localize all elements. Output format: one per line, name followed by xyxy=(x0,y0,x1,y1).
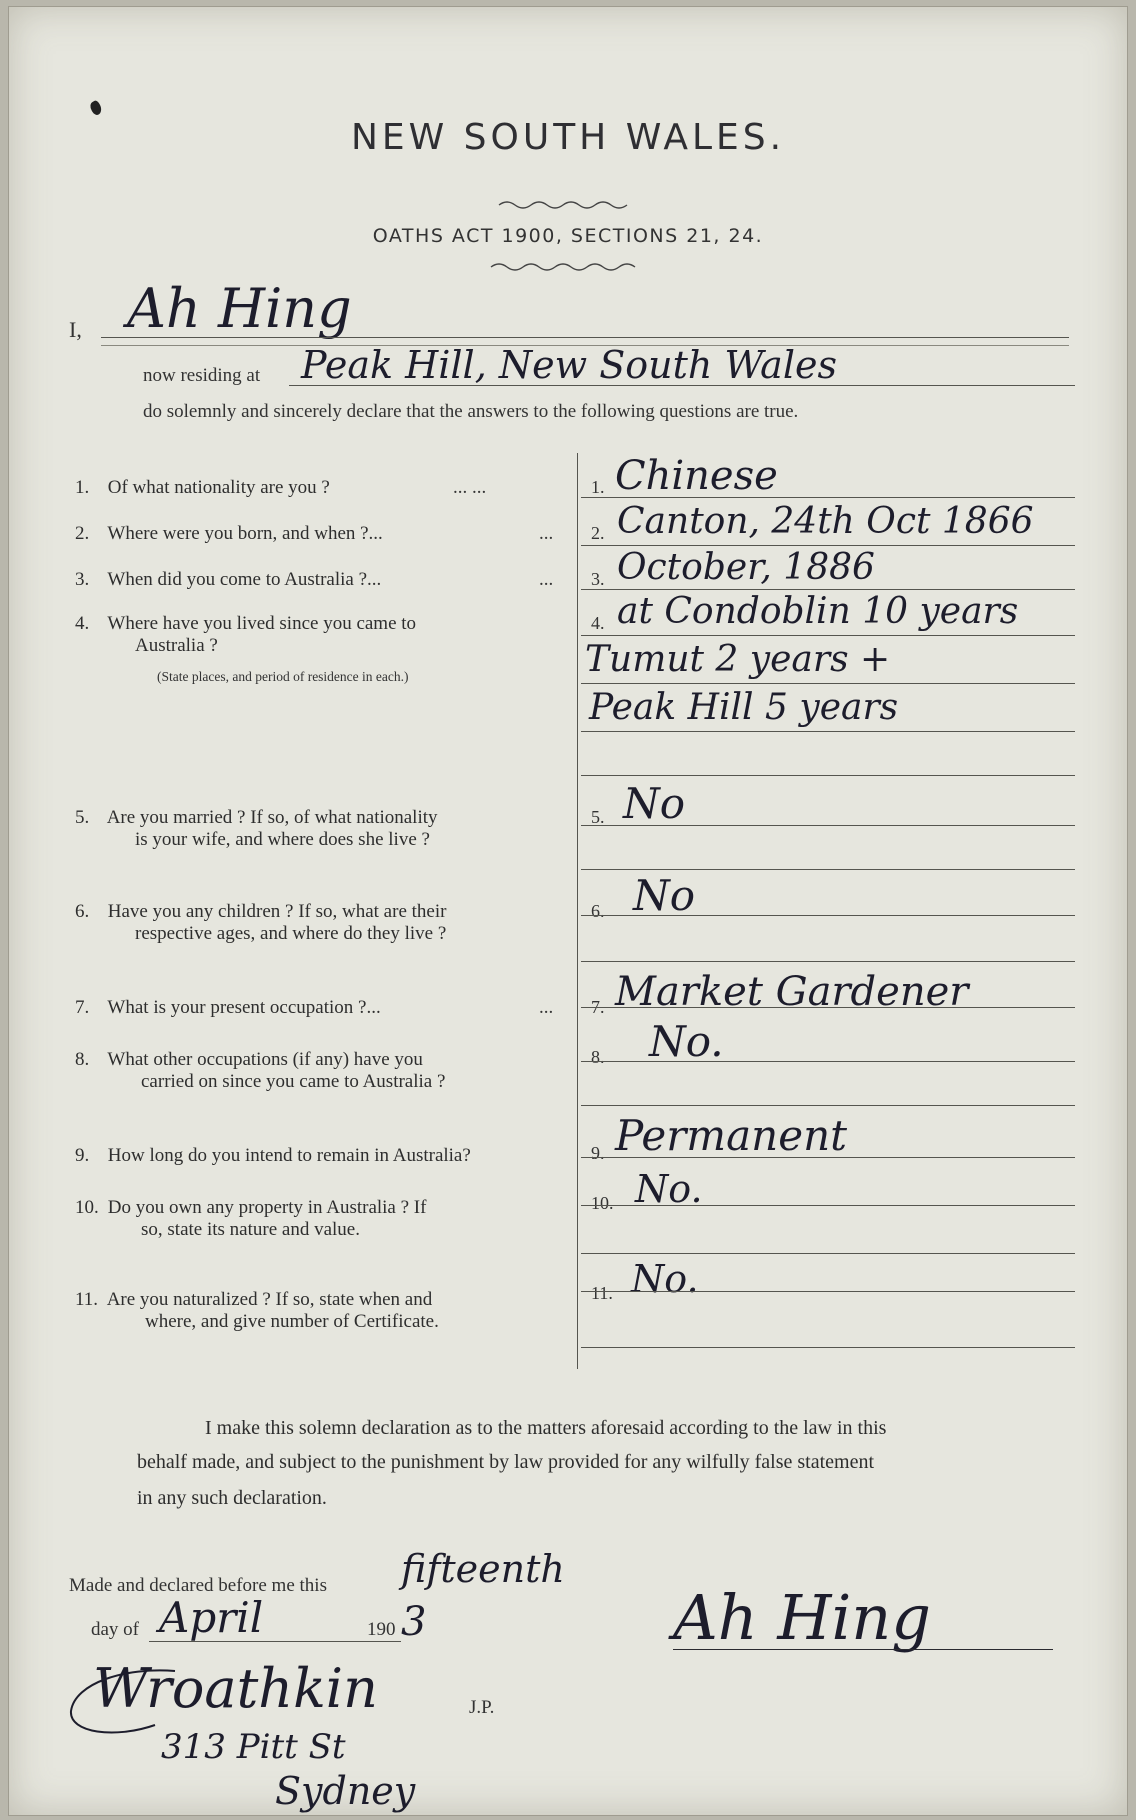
month-value: April xyxy=(159,1593,264,1642)
question-6: 6. Have you any children ? If so, what are their xyxy=(75,901,447,922)
declaration-form xyxy=(8,6,1128,1816)
closing-line-2: behalf made, and subject to the punishment by law provided for any wilfully false statement xyxy=(137,1451,875,1473)
day-of-label: day of xyxy=(91,1619,140,1640)
answer-2-num: 2. xyxy=(591,523,605,543)
residence-rule xyxy=(289,385,1075,386)
answer-5: No xyxy=(623,779,686,828)
answer-10-num: 10. xyxy=(591,1193,614,1213)
answer-3: October, 1886 xyxy=(617,547,875,588)
answer-11-rule-1 xyxy=(581,1291,1075,1292)
question-7-dots: ... xyxy=(539,997,554,1018)
question-4-note: (State places, and period of residence in each.) xyxy=(157,669,409,684)
answer-4-rule-3 xyxy=(581,731,1075,732)
answer-8-num: 8. xyxy=(591,1047,605,1067)
answer-3-num: 3. xyxy=(591,569,605,589)
declarant-name: Ah Hing xyxy=(127,277,352,340)
ornament-bottom xyxy=(489,259,649,273)
residence-value: Peak Hill, New South Wales xyxy=(301,343,837,387)
answer-11: No. xyxy=(631,1257,699,1301)
answer-4-rule-4 xyxy=(581,775,1075,776)
answer-1-num: 1. xyxy=(591,477,605,497)
question-5: 5. Are you married ? If so, of what nationality xyxy=(75,807,438,828)
declarant-signature: Ah Hing xyxy=(673,1581,931,1654)
made-declared-label: Made and declared before me this xyxy=(69,1575,327,1596)
question-10-cont: so, state its nature and value. xyxy=(141,1219,360,1240)
answer-2-rule xyxy=(581,545,1075,546)
answer-1: Chinese xyxy=(615,453,778,499)
answer-8-rule-2 xyxy=(581,1105,1075,1106)
question-3: 3. When did you come to Australia ?... xyxy=(75,569,382,590)
answer-6-rule-2 xyxy=(581,961,1075,962)
question-11: 11. Are you naturalized ? If so, state when and xyxy=(75,1289,433,1310)
question-11-cont: where, and give number of Certificate. xyxy=(145,1311,439,1332)
answer-9-rule xyxy=(581,1157,1075,1158)
question-1: 1. Of what nationality are you ? xyxy=(75,477,330,498)
answer-4-rule-1 xyxy=(581,635,1075,636)
answer-6-num: 6. xyxy=(591,901,605,921)
answer-4-line-3: Peak Hill 5 years xyxy=(589,687,899,728)
answer-4-rule-2 xyxy=(581,683,1075,684)
declarant-name-rule xyxy=(101,337,1069,338)
answer-7: Market Gardener xyxy=(615,969,969,1015)
answer-10-rule-2 xyxy=(581,1253,1075,1254)
answer-2: Canton, 24th Oct 1866 xyxy=(617,501,1034,542)
answer-5-num: 5. xyxy=(591,807,605,827)
answer-11-rule-2 xyxy=(581,1347,1075,1348)
closing-line-3: in any such declaration. xyxy=(137,1487,327,1509)
question-9: 9. How long do you intend to remain in Australia? xyxy=(75,1145,471,1166)
question-4-cont: Australia ? xyxy=(135,635,218,656)
year-prefix: 190 xyxy=(367,1619,396,1640)
answer-11-num: 11. xyxy=(591,1283,613,1303)
answer-5-rule-1 xyxy=(581,825,1075,826)
question-7: 7. What is your present occupation ?... xyxy=(75,997,381,1018)
declarant-prefix: I, xyxy=(69,317,82,342)
question-5-cont: is your wife, and where does she live ? xyxy=(135,829,430,850)
answer-4-line-2: Tumut 2 years + xyxy=(585,639,891,680)
month-rule xyxy=(149,1641,401,1642)
form-subtitle: OATHS ACT 1900, SECTIONS 21, 24. xyxy=(372,225,764,247)
question-6-cont: respective ages, and where do they live ? xyxy=(135,923,447,944)
answer-6: No xyxy=(633,871,696,920)
jp-label: J.P. xyxy=(469,1697,495,1718)
jp-address-line-1: 313 Pitt St xyxy=(161,1727,346,1767)
answer-7-rule xyxy=(581,1007,1075,1008)
residing-label: now residing at xyxy=(143,365,261,386)
declaration-intro: do solemnly and sincerely declare that the answers to the following questions are true. xyxy=(143,401,799,422)
question-8: 8. What other occupations (if any) have you xyxy=(75,1049,423,1070)
answer-9-num: 9. xyxy=(591,1143,605,1163)
answer-10: No. xyxy=(635,1167,703,1211)
form-title: NEW SOUTH WALES. xyxy=(350,117,786,158)
answer-4-num: 4. xyxy=(591,613,605,633)
closing-line-1: I make this solemn declaration as to the matters aforesaid according to the law in this xyxy=(205,1417,887,1439)
question-1-dots: ... ... xyxy=(453,477,487,498)
question-2-dots: ... xyxy=(539,523,554,544)
question-8-cont: carried on since you came to Australia ? xyxy=(141,1071,446,1092)
answer-6-rule-1 xyxy=(581,915,1075,916)
ink-mark xyxy=(88,99,104,116)
declarant-signature-rule xyxy=(673,1649,1053,1650)
answer-3-rule xyxy=(581,589,1075,590)
question-2: 2. Where were you born, and when ?... xyxy=(75,523,383,544)
day-written: fifteenth xyxy=(401,1547,565,1591)
year-suffix: 3 xyxy=(401,1599,427,1645)
question-4: 4. Where have you lived since you came to xyxy=(75,613,417,634)
answer-1-rule xyxy=(581,497,1075,498)
jp-address-line-2: Sydney xyxy=(275,1769,416,1813)
answer-4-line-1: at Condoblin 10 years xyxy=(617,591,1019,632)
ornament-top xyxy=(497,197,637,211)
question-10: 10. Do you own any property in Australia ? If xyxy=(75,1197,427,1218)
answer-7-num: 7. xyxy=(591,997,605,1017)
question-3-dots: ... xyxy=(539,569,554,590)
jp-signature: Wroathkin xyxy=(93,1657,378,1720)
answer-10-rule-1 xyxy=(581,1205,1075,1206)
column-divider xyxy=(577,453,578,1369)
answer-8: No. xyxy=(649,1017,724,1066)
answer-8-rule-1 xyxy=(581,1061,1075,1062)
answer-5-rule-2 xyxy=(581,869,1075,870)
answer-9: Permanent xyxy=(615,1111,848,1160)
